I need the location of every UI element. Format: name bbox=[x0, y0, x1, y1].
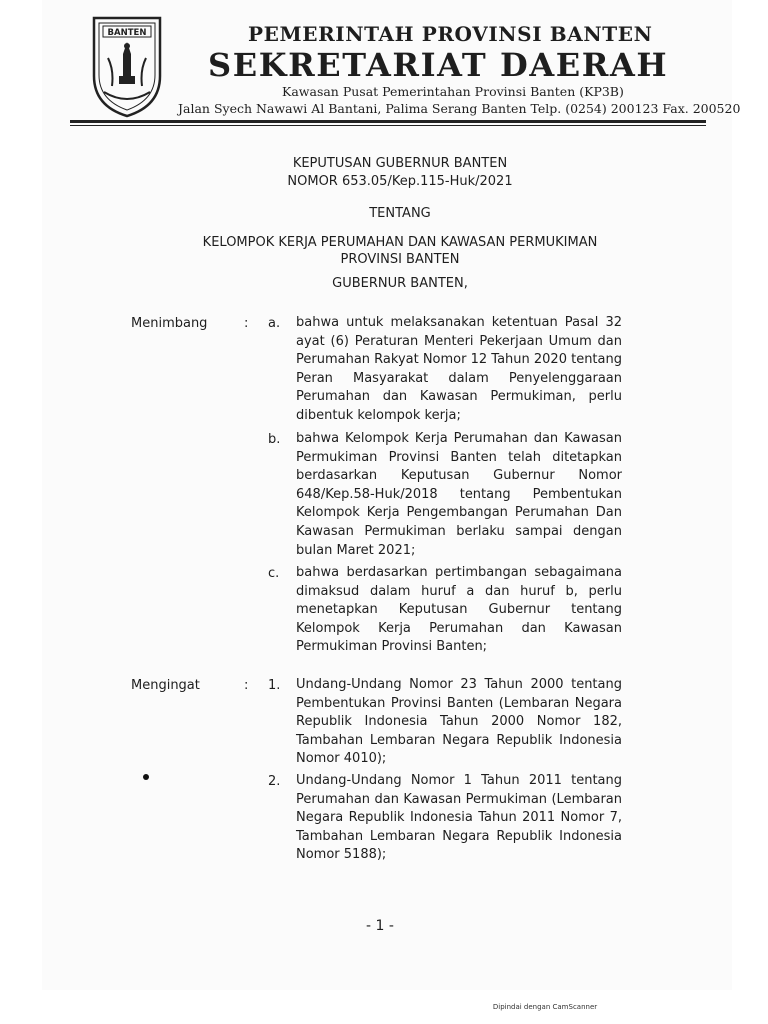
letterhead bbox=[0, 0, 768, 130]
letterhead-government: PEMERINTAH PROVINSI BANTEN bbox=[248, 22, 653, 46]
mengingat-colon: : bbox=[244, 678, 249, 693]
menimbang-item-c: bahwa berdasarkan pertimbangan sebagaimana dimaksud dalam huruf a dan huruf b, perlu menetapkan Keputusan Gubernur tentang Kelompok Kerja Perumahan dan Kawasan Permukiman Provinsi Banten; bbox=[296, 565, 622, 655]
menimbang-label: Menimbang bbox=[131, 316, 208, 331]
scan-speck bbox=[143, 774, 149, 780]
decree-subject-line2: PROVINSI BANTEN bbox=[340, 252, 460, 267]
scanner-watermark: Dipindai dengan CamScanner bbox=[492, 1003, 598, 1011]
letterhead-address: Jalan Syech Nawawi Al Bantani, Palima Serang Banten Telp. (0254) 200123 Fax. 200520 bbox=[178, 101, 741, 116]
menimbang-item-b-marker: b. bbox=[268, 432, 281, 447]
menimbang-item-a-marker: a. bbox=[268, 316, 281, 331]
mengingat-item-2-marker: 2. bbox=[268, 774, 281, 789]
letterhead-area: Kawasan Pusat Pemerintahan Provinsi Banten (KP3B) bbox=[282, 84, 624, 99]
decree-about: TENTANG bbox=[369, 206, 431, 221]
menimbang-item-b: bahwa Kelompok Kerja Perumahan dan Kawasan Permukiman Provinsi Banten telah ditetapkan berdasarkan Keputusan Gubernur Nomor 648/Kep.58-Huk/2018 tentang Pembentukan Kelompok Kerja Pengembangan Perumahan Dan Kawasan Permukiman berlaku sampai dengan bulan Maret 2021; bbox=[296, 431, 622, 558]
menimbang-item-c-marker: c. bbox=[268, 566, 280, 581]
mengingat-item-2: Undang-Undang Nomor 1 Tahun 2011 tentang Perumahan dan Kawasan Permukiman (Lembaran Negara Republik Indonesia Tahun 2011 Nomor 7, Tambahan Lembaran Negara Republik Indonesia Nomor 5188); bbox=[296, 773, 622, 863]
banten-emblem-icon-svg bbox=[88, 14, 166, 120]
decree-issuer: GUBERNUR BANTEN, bbox=[332, 276, 468, 291]
page-number: - 1 - bbox=[366, 918, 394, 934]
decree-title: KEPUTUSAN GUBERNUR BANTEN bbox=[292, 156, 508, 171]
mengingat-label: Mengingat bbox=[131, 678, 200, 693]
decree-number: NOMOR 653.05/Kep.115-Huk/2021 bbox=[287, 174, 513, 189]
mengingat-item-1: Undang-Undang Nomor 23 Tahun 2000 tentang Pembentukan Provinsi Banten (Lembaran Negara Republik Indonesia Tahun 2000 Nomor 182, Tambahan Lembaran Negara Republik Indonesia Nomor 4010); bbox=[296, 677, 622, 767]
letterhead-secretariat: SEKRETARIAT DAERAH bbox=[208, 46, 669, 84]
letterhead-divider bbox=[70, 120, 706, 126]
menimbang-colon: : bbox=[244, 316, 249, 331]
banten-emblem-icon bbox=[88, 14, 166, 120]
decree-subject-line1: KELOMPOK KERJA PERUMAHAN DAN KAWASAN PERMUKIMAN bbox=[202, 235, 598, 250]
menimbang-item-a: bahwa untuk melaksanakan ketentuan Pasal 32 ayat (6) Peraturan Menteri Pekerjaan Umum dan Perumahan Rakyat Nomor 12 Tahun 2020 tentang Peran Masyarakat dalam Penyelenggaraan Perumahan dan Kawasan Permukiman, perlu dibentuk kelompok kerja; bbox=[296, 315, 622, 423]
mengingat-item-1-marker: 1. bbox=[268, 678, 281, 693]
logo-text: BANTEN bbox=[107, 28, 147, 38]
